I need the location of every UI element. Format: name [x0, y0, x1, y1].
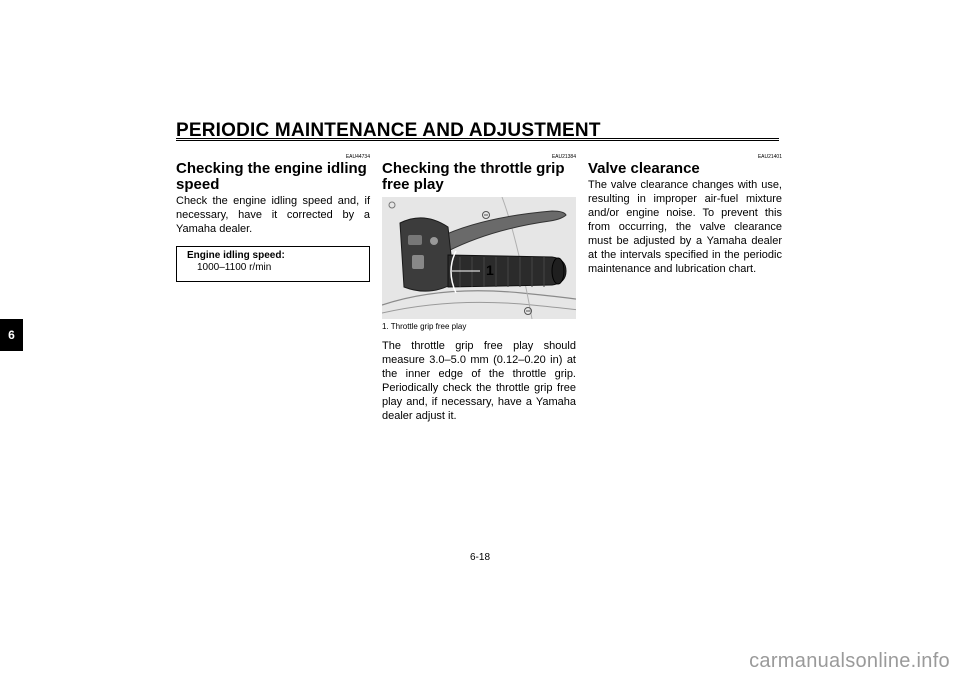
chapter-tab: 6: [0, 319, 23, 351]
section-body: The throttle grip free play should measure 3.0–5.0 mm (0.12–0.20 in) at the inner edge of the throttle grip. Periodically check the throttle grip free play and, if necessary, have a Yamaha dealer adjust it.: [382, 340, 576, 422]
figure-caption: 1. Throttle grip free play: [382, 322, 467, 331]
throttle-grip-illustration: [382, 197, 576, 319]
section-heading: Checking the engine idling speed: [176, 160, 367, 193]
page-number: 6-18: [469, 552, 490, 563]
section-valve-clearance: [588, 154, 782, 276]
title-rule: [176, 138, 779, 141]
throttle-grip-figure: [382, 197, 576, 319]
section-code: EAU44734: [345, 154, 370, 160]
spec-label: Engine idling speed:: [187, 250, 285, 261]
section-heading: Valve clearance: [588, 160, 700, 177]
section-code: EAU21384: [551, 154, 576, 160]
section-idling-speed: [176, 154, 370, 282]
section-body: Check the engine idling speed and, if necessary, have it corrected by a Yamaha dealer.: [176, 195, 370, 235]
section-heading: Checking the throttle grip free play: [382, 160, 565, 193]
section-body: The valve clearance changes with use, resulting in improper air-fuel mixture and/or engine noise. To prevent this from occurring, the valve clearance must be adjusted by a Yamaha dealer at the intervals specified in the periodic maintenance and lubrication chart.: [588, 179, 782, 275]
section-code: EAU21401: [757, 154, 782, 160]
section-throttle-free-play: [382, 154, 576, 423]
spec-box: [176, 246, 370, 282]
figure-callout-number: 1: [486, 262, 494, 278]
page-title: PERIODIC MAINTENANCE AND ADJUSTMENT: [176, 120, 601, 141]
spec-value: 1000–1100 r/min: [197, 262, 272, 273]
watermark-link[interactable]: carmanualsonline.info: [749, 650, 950, 672]
